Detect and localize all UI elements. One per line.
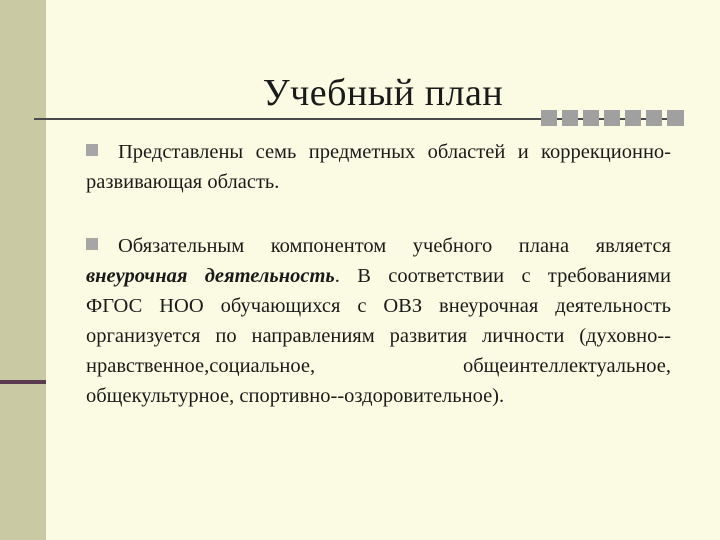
deco-square — [604, 110, 620, 126]
bullet-intro-text: Обязательным компонентом учебного плана является — [118, 235, 671, 257]
slide-body — [86, 137, 671, 411]
decorative-squares — [541, 110, 684, 126]
bullet-item — [86, 137, 671, 197]
bullet-emphasis-text: внеурочная деятельность — [86, 265, 335, 287]
slide-title: Учебный план — [262, 72, 504, 115]
left-band-accent-line — [0, 380, 46, 384]
left-sidebar-band — [0, 0, 46, 540]
deco-square — [667, 110, 684, 126]
deco-square — [541, 110, 557, 126]
bullet-item — [86, 231, 671, 411]
bullet-square-icon — [86, 238, 98, 250]
deco-square — [625, 110, 641, 126]
deco-square — [562, 110, 578, 126]
bullet-rest-text: . В соответствии с требованиями ФГОС НОО обучающихся с ОВЗ внеурочная деятельность организуется по направлениям развития личности (духовно--нравственное,социальное, общеинтеллектуальное, общекультурное, спортивно--оздоровительное). — [86, 265, 671, 407]
deco-square — [646, 110, 662, 126]
bullet-square-icon — [86, 144, 98, 156]
deco-square — [583, 110, 599, 126]
bullet-text: Представлены семь предметных областей и коррекционно-развивающая область. — [86, 141, 671, 193]
